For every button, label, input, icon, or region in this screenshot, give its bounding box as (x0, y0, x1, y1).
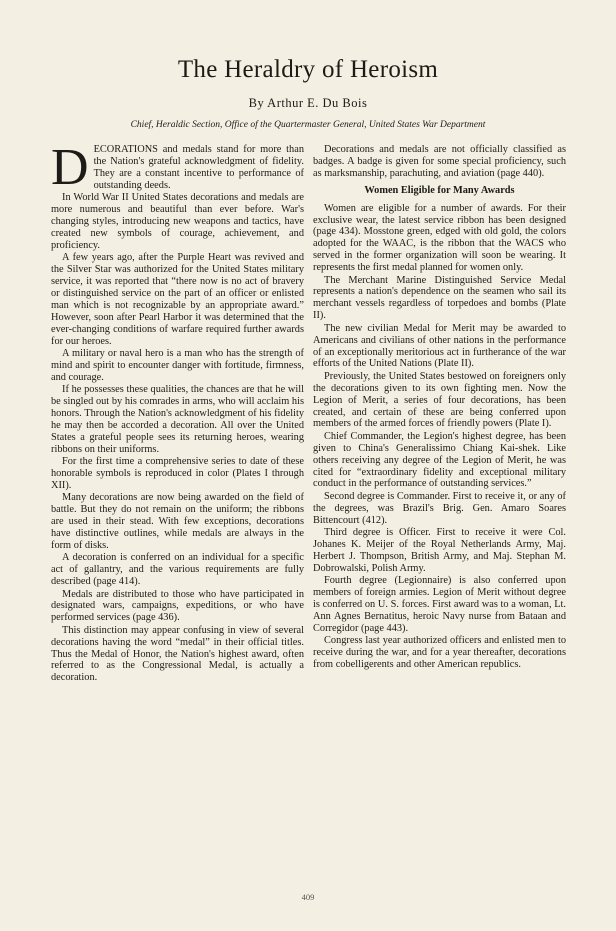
paragraph: A decoration is conferred on an individual for a specific act of gallantry, and the various requirements are fully described (page 414). (51, 552, 304, 588)
paragraph: A few years ago, after the Purple Heart was revived and the Silver Star was authorized for the United States military service, it was reported that “there now is no act of bravery or distinguished service on the part of an officer or enlisted man which is not recognizable by an appropriate award.” However, soon after Pearl Harbor it was determined that the ever-changing conditions of warfare required further awards for our heroes. (51, 252, 304, 347)
paragraph: The Merchant Marine Distinguished Service Medal represents a nation's dependence on the seamen who sail its merchant vessels regardless of torpedoes and bombs (Plate II). (313, 274, 566, 322)
author-affiliation: Chief, Heraldic Section, Office of the Quartermaster General, United States War Department (130, 120, 486, 130)
article-title: The Heraldry of Heroism (177, 56, 439, 83)
paragraph: Second degree is Commander. First to receive it, or any of the degrees, was Brazil's Brig. Gen. Amaro Soares Bittencourt (412). (313, 490, 566, 526)
lead-paragraph-text: ECORATIONS and medals stand for more than the Nation's grateful acknowledgment of fidelity. They are a constant incentive to performance of outstanding deeds. (93, 144, 304, 191)
paragraph: Congress last year authorized officers and enlisted men to receive during the war, and for a year thereafter, decorations from cobelligerents and other American republics. (313, 635, 566, 671)
paragraph: Third degree is Officer. First to receive it were Col. Johanes K. Meijer of the Royal Netherlands Army, Maj. Herbert J. Thompson, British Army, and Maj. Stephan M. Dobrowalski, Polish Army. (313, 527, 566, 574)
paragraph: For the first time a comprehensive series to date of these honorable symbols is reproduced in color (Plates I through XII). (51, 456, 304, 491)
paragraph: If he possesses these qualities, the chances are that he will be singled out by his comrades in arms, who will acclaim his honors. Through the Nation's acknowledgment of his fidelity he may then be accorded a decoration. All over the United States a grateful people sees its returning heroes, wearing ribbons on their uniforms. (51, 384, 304, 455)
section-subheading: Women Eligible for Many Awards (364, 184, 515, 196)
paragraph: Medals are distributed to those who have participated in designated wars, campaigns, expeditions, or who have performed services (page 436). (51, 588, 304, 624)
paragraph: Fourth degree (Legionnaire) is also conferred upon members of foreign armies. Legion of Merit without degree is conferred on U. S. forces. First award was to a woman, Lt. Ann Agnes Bernatitus, heroic Navy nurse from Bataan and Corregidor (page 443). (313, 575, 566, 634)
paragraph: Decorations and medals are not officially classified as badges. A badge is given for some special proficiency, such as marksmanship, parachuting, and aviation (page 440). (313, 144, 566, 179)
byline: By Arthur E. Du Bois (248, 96, 368, 110)
page-number: 409 (301, 892, 315, 902)
drop-cap: D (51, 139, 89, 196)
paragraph: Previously, the United States bestowed on foreigners only the decorations given to its own fighting men. Now the Legion of Merit, a series of four decorations, has been created, and certain of these are being conferred upon members of the armed forces of friendly powers (Plate I). (313, 370, 566, 430)
left-column (51, 139, 304, 685)
lead-paragraph (51, 139, 304, 196)
paragraph: This distinction may appear confusing in view of several decorations having the word “medal” in their official titles. Thus the Medal of Honor, the Nation's highest award, often referred to as the Congressional Medal, is actually a decoration. (51, 624, 304, 684)
paragraph: Women are eligible for a number of awards. For their exclusive wear, the latest service ribbon has been designed (page 434). Mosstone green, edged with old gold, the colors adopted for the WAAC, is the ribbon that the WACS who served in the former organization will soon be wearing. It represents the first medal planned for women only. (313, 202, 566, 274)
right-column (313, 144, 566, 671)
paragraph: A military or naval hero is a man who has the strength of mind and spirit to encounter danger with fortitude, firmness, and courage. (51, 347, 304, 383)
paragraph: In World War II United States decorations and medals are more numerous and beautiful than ever before. War's changing styles, introducing new weapons and tactics, have created new symbols of courage, achievement, and proficiency. (51, 192, 304, 251)
paragraph: Many decorations are now being awarded on the field of battle. But they do not remain on the uniform; the ribbons are used in their stead. With few exceptions, decorations have distinctive outlines, while medals are always in the form of disks. (51, 492, 304, 551)
paragraph: The new civilian Medal for Merit may be awarded to Americans and civilians of other nations in the performance of an exceptionally meritorious act in furtherance of the war efforts of the United Nations (Plate II). (313, 322, 566, 370)
paragraph: Chief Commander, the Legion's highest degree, has been given to China's Generalissimo Chiang Kai-shek. Like others receiving any degree of the Legion of Merit, he was cited for “extraordinary fidelity and exceptional military conduct in the performance of outstanding services.” (313, 430, 566, 490)
